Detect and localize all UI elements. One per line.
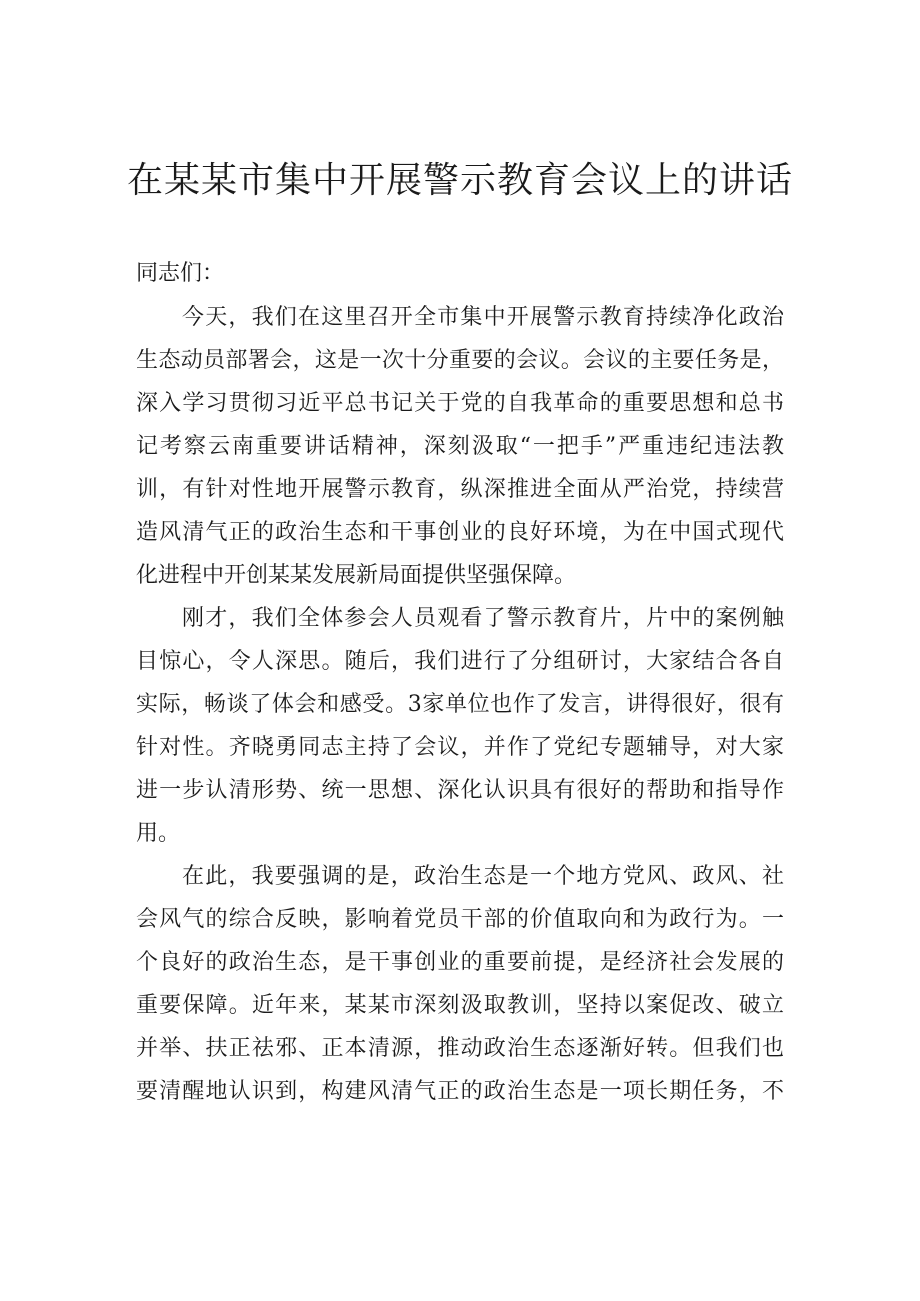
- paragraph-line: 训，有针对性地开展警示教育，纵深推进全面从严治党，持续营: [136, 477, 784, 502]
- paragraph-3: [136, 855, 784, 1113]
- paragraph-line: 深入学习贯彻习近平总书记关于党的自我革命的重要思想和总书: [136, 391, 784, 416]
- greeting-line: 同志们：: [136, 261, 225, 286]
- paragraph-line: 要清醒地认识到，构建风清气正的政治生态是一项长期任务，不: [136, 1079, 784, 1104]
- paragraph-line: 会风气的综合反映，影响着党员干部的价值取向和为政行为。一: [136, 907, 784, 932]
- paragraph-line: 记考察云南重要讲话精神，深刻汲取“一把手”严重违纪违法教: [136, 434, 784, 459]
- paragraph-line: 刚才，我们全体参会人员观看了警示教育片，片中的案例触: [182, 606, 784, 631]
- paragraph-line: 在此，我要强调的是，政治生态是一个地方党风、政风、社: [182, 864, 784, 889]
- paragraph-line: 造风清气正的政治生态和干事创业的良好环境，为在中国式现代: [136, 520, 784, 545]
- paragraph-line: 进一步认清形势、统一思想、深化认识具有很好的帮助和指导作: [136, 778, 784, 803]
- paragraph-line: 重要保障。近年来，某某市深刻汲取教训，坚持以案促改、破立: [136, 993, 784, 1018]
- document-title: 在某某市集中开展警示教育会议上的讲话: [126, 160, 793, 201]
- paragraph-line: 今天，我们在这里召开全市集中开展警示教育持续净化政治: [182, 305, 784, 330]
- paragraph-line: 针对性。齐晓勇同志主持了会议，并作了党纪专题辅导，对大家: [136, 735, 784, 760]
- paragraph-2: [136, 597, 784, 855]
- paragraph-line: 化进程中开创某某发展新局面提供坚强保障。: [136, 563, 577, 588]
- paragraph-line: 并举、扶正祛邪、正本清源，推动政治生态逐渐好转。但我们也: [136, 1036, 784, 1061]
- paragraph-1: [136, 296, 784, 597]
- paragraph-line: 个良好的政治生态，是干事创业的重要前提，是经济社会发展的: [136, 950, 784, 975]
- greeting: [136, 252, 784, 295]
- paragraph-line: 实际，畅谈了体会和感受。3家单位也作了发言，讲得很好，很有: [136, 692, 784, 717]
- paragraph-line: 目惊心，令人深思。随后，我们进行了分组研讨，大家结合各自: [136, 649, 784, 674]
- paragraph-line: 用。: [136, 821, 181, 846]
- paragraph-line: 生态动员部署会，这是一次十分重要的会议。会议的主要任务是，: [136, 348, 784, 373]
